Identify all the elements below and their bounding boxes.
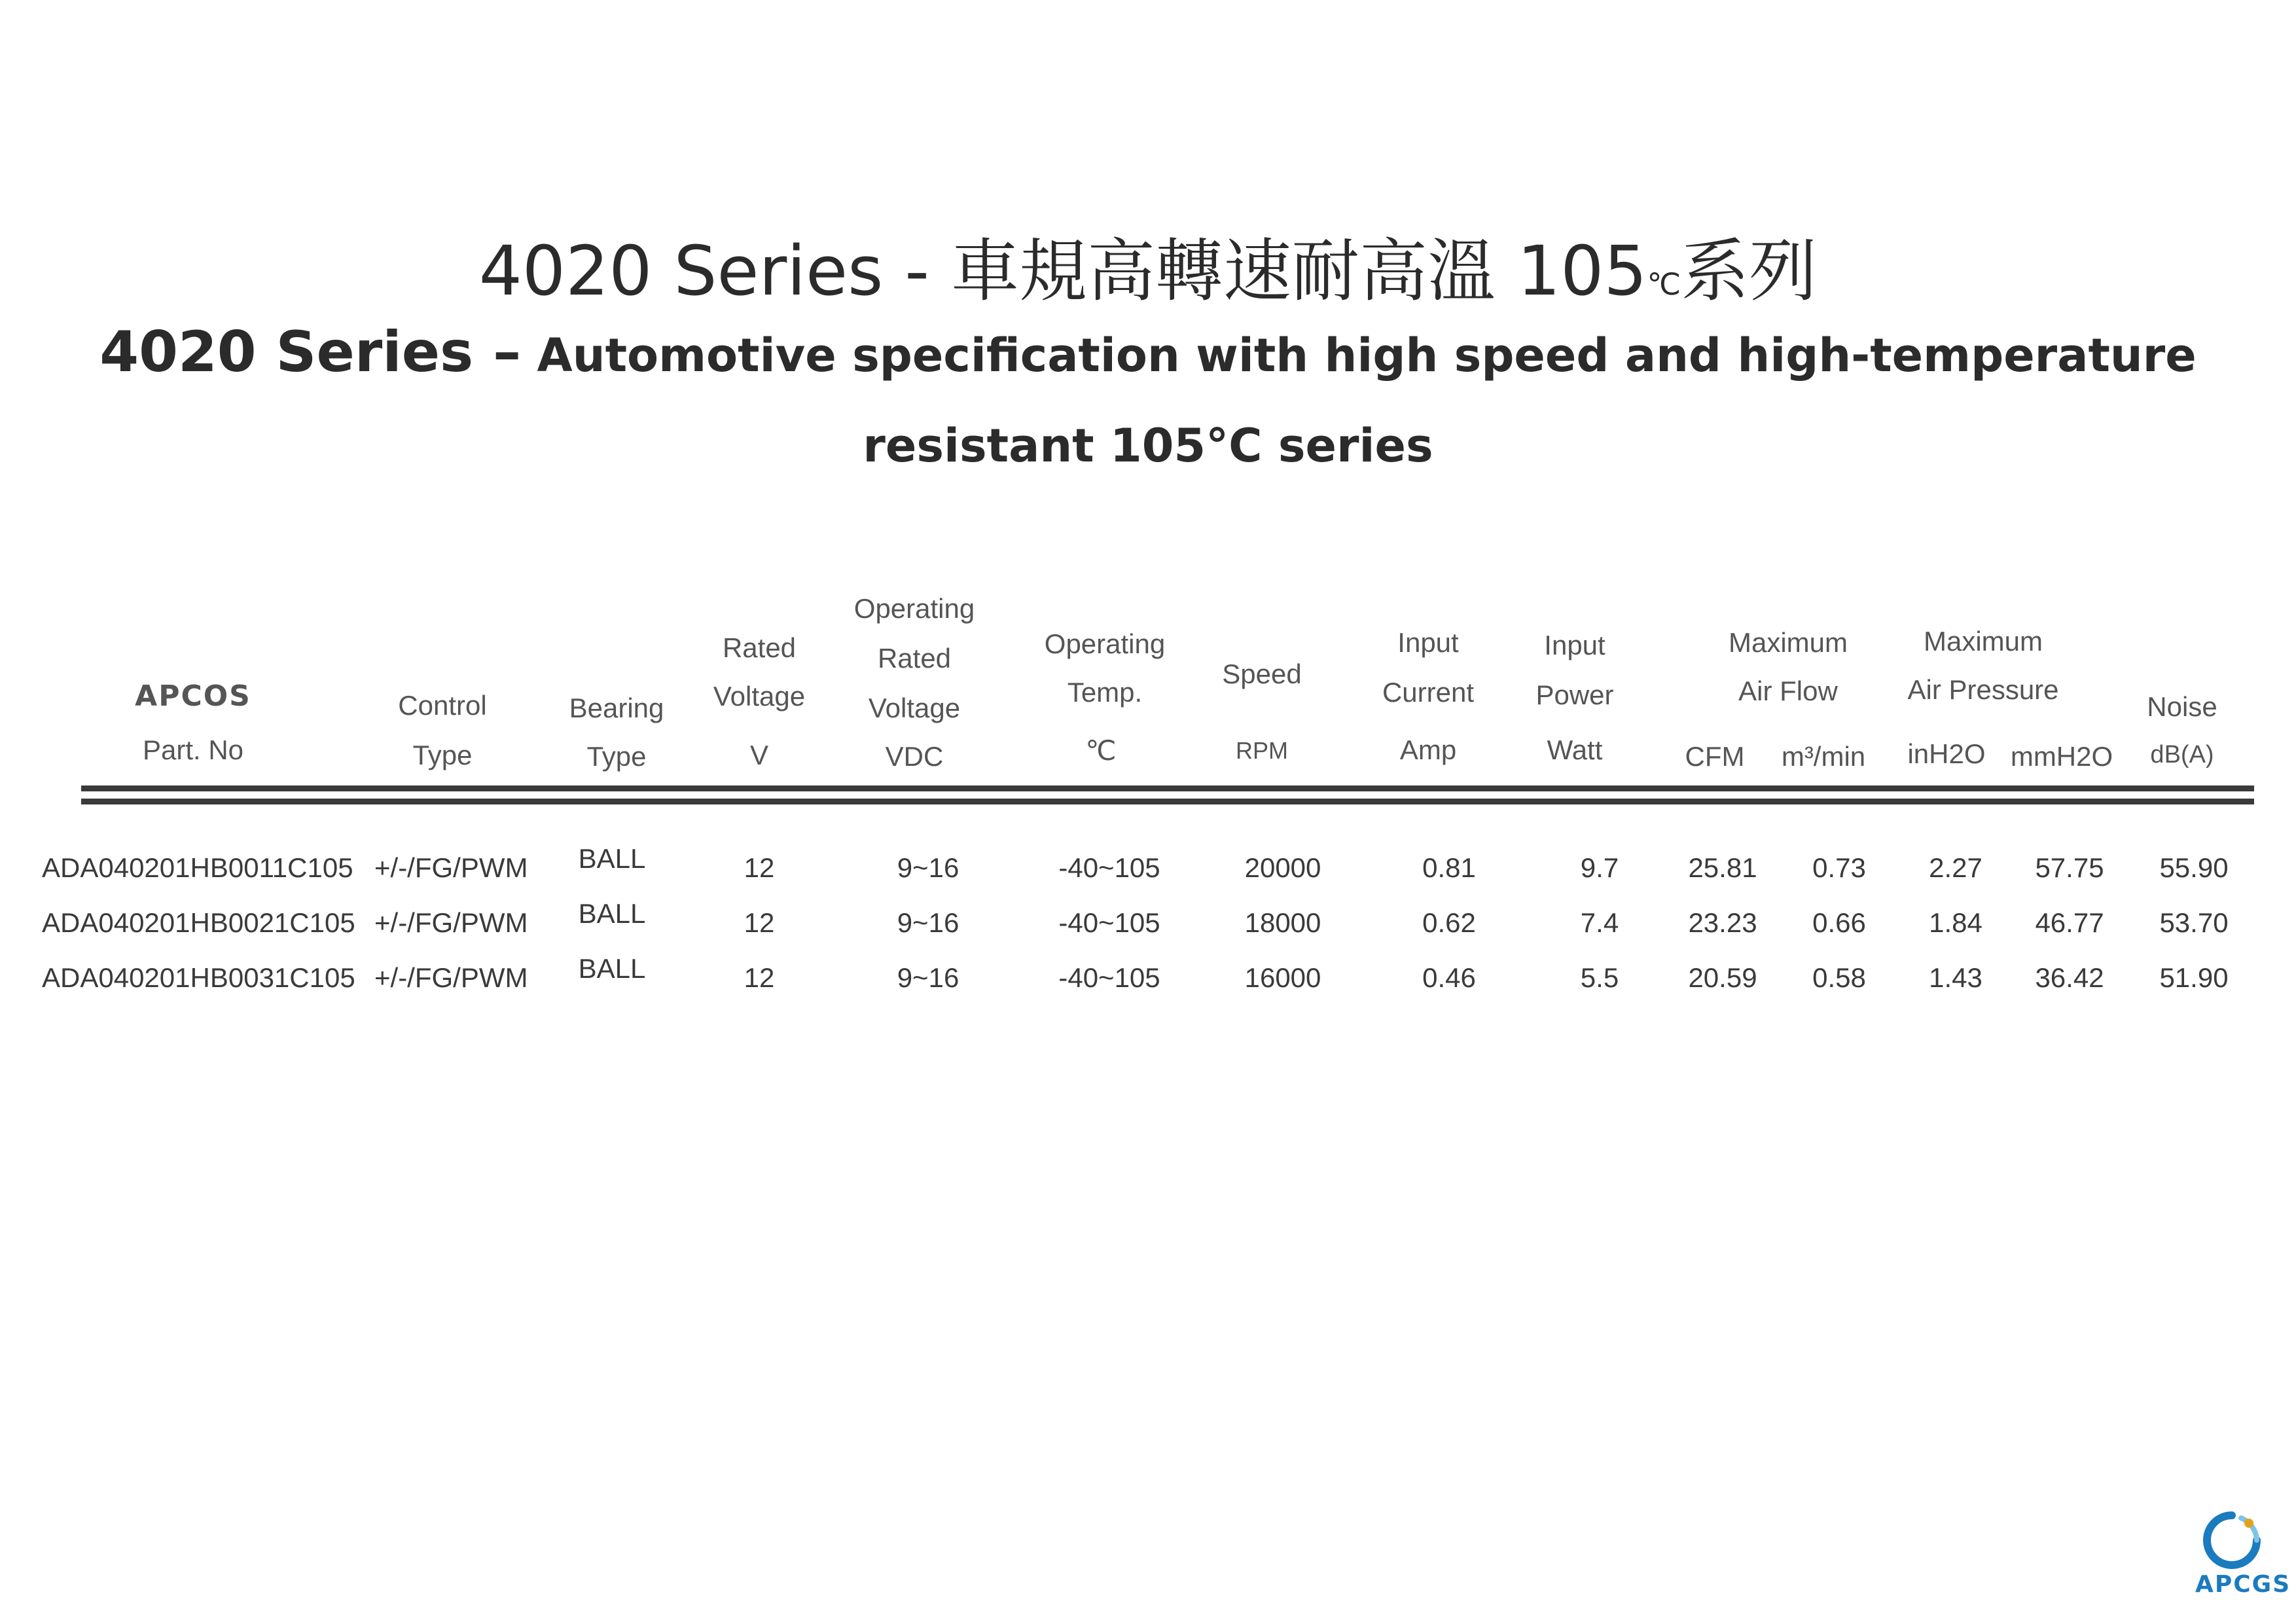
header-bearing-1: Bearing [569,693,664,723]
header-airpressure-1: Maximum [1923,626,2043,657]
cell-power: 7.4 [1580,907,1619,938]
header-optemp-1: Operating [1044,628,1166,659]
header-speed-2: RPM [1236,737,1288,764]
cell-part: ADA040201HB0021C105 [42,907,355,938]
cell-bearing: BALL [578,843,646,874]
cell-op-v: 9~16 [897,852,960,883]
header-optemp-3: ℃ [1085,735,1117,766]
header-speed-1: Speed [1222,659,1302,689]
header-cfm: CFM [1685,741,1745,772]
cell-speed: 16000 [1244,962,1321,993]
cell-power: 5.5 [1580,962,1619,993]
header-current-1: Input [1397,627,1459,658]
header-airpressure-2: Air Pressure [1907,674,2059,705]
header-airflow-1: Maximum [1728,627,1848,658]
cell-inh2o: 2.27 [1929,852,1982,883]
header-m3min: m³/min [1781,741,1866,772]
cell-cfm: 25.81 [1688,852,1757,883]
cell-rated-v: 12 [744,962,775,993]
header-bearing-2: Type [586,741,647,772]
header-control-2: Type [412,740,473,770]
header-mmh2o: mmH2O [2010,741,2113,772]
cell-current: 0.81 [1422,852,1476,883]
cell-bearing: BALL [578,953,646,984]
cell-power: 9.7 [1580,852,1619,883]
title-chinese: 4020 Series - 車規高轉速耐高溫 105℃系列 [478,231,1818,311]
cell-cfm: 23.23 [1688,907,1757,938]
cell-mmh2o: 46.77 [2035,907,2104,938]
header-noise-1: Noise [2147,691,2217,722]
cell-bearing: BALL [578,898,646,929]
cell-part: ADA040201HB0031C105 [42,962,355,993]
header-power-3: Watt [1547,734,1603,765]
header-opvolt-1: Operating [853,593,975,624]
header-rule-bottom [81,799,2254,804]
header-power-2: Power [1535,679,1614,710]
title-english-line-2: resistant 105°C series [863,419,1433,473]
header-rated-1: Rated [722,632,797,663]
cell-temp: -40~105 [1058,962,1160,993]
cell-inh2o: 1.84 [1929,907,1982,938]
cell-op-v: 9~16 [897,962,960,993]
header-rated-3: V [749,740,769,770]
cell-inh2o: 1.43 [1929,962,1982,993]
header-current-3: Amp [1399,734,1457,765]
header-opvolt-2: Rated [877,643,952,674]
brand-logo-text: APCOS [135,679,251,713]
header-control-1: Control [398,690,487,721]
cell-m3: 0.58 [1812,962,1866,993]
cell-mmh2o: 57.75 [2035,852,2104,883]
header-rule-top [81,785,2254,791]
header-part-no: Part. No [142,734,244,765]
cell-part: ADA040201HB0011C105 [42,852,353,883]
cell-cfm: 20.59 [1688,962,1757,993]
header-power-1: Input [1544,630,1605,660]
cell-noise: 51.90 [2159,962,2229,993]
header-optemp-2: Temp. [1067,677,1143,708]
cell-temp: -40~105 [1058,907,1160,938]
cell-rated-v: 12 [744,852,775,883]
cell-control: +/-/FG/PWM [374,962,528,993]
cell-rated-v: 12 [744,907,775,938]
header-rated-2: Voltage [713,681,806,712]
cell-current: 0.62 [1422,907,1476,938]
cell-mmh2o: 36.42 [2035,962,2104,993]
cell-temp: -40~105 [1058,852,1160,883]
title-english-line-1: 4020 Series – Automotive specification with high speed and high-temperature [99,319,2197,385]
header-opvolt-4: VDC [885,741,944,772]
cell-m3: 0.66 [1812,907,1866,938]
header-noise-2: dB(A) [2150,741,2214,768]
cell-current: 0.46 [1422,962,1476,993]
header-airflow-2: Air Flow [1738,676,1838,706]
header-inh2o: inH2O [1907,738,1986,769]
cell-speed: 20000 [1244,852,1321,883]
cell-op-v: 9~16 [897,907,960,938]
cell-m3: 0.73 [1812,852,1866,883]
apcgs-logo-text: APCGS [2195,1571,2291,1598]
cell-control: +/-/FG/PWM [374,907,528,938]
header-opvolt-3: Voltage [868,693,961,723]
cell-control: +/-/FG/PWM [374,852,528,883]
cell-noise: 53.70 [2159,907,2229,938]
cell-speed: 18000 [1244,907,1321,938]
cell-noise: 55.90 [2159,852,2229,883]
header-current-2: Current [1382,677,1475,708]
